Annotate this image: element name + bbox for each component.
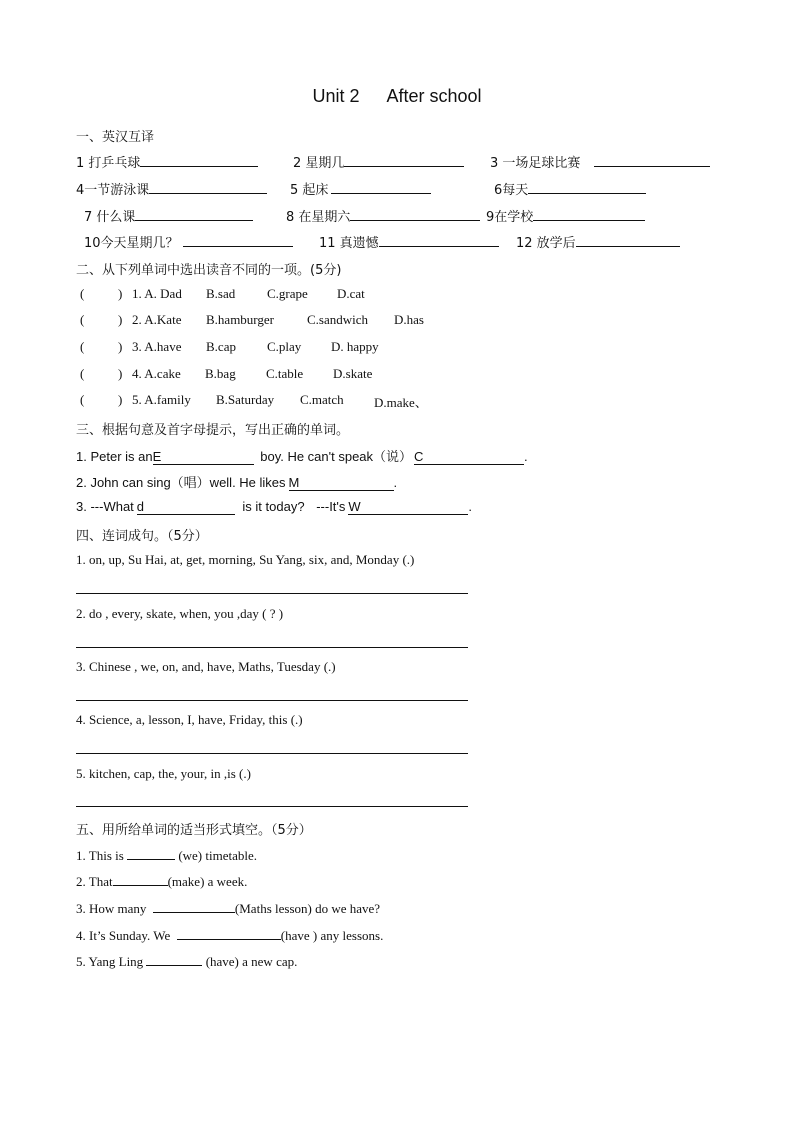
- answer-paren[interactable]: (: [80, 312, 85, 327]
- answer-blank[interactable]: [528, 180, 646, 194]
- answer-line[interactable]: [76, 806, 468, 807]
- fill-item: 5. Yang Ling (have) a new cap.: [76, 954, 298, 969]
- answer-paren[interactable]: ): [118, 286, 123, 301]
- hint-blank[interactable]: C: [414, 449, 524, 465]
- section2-heading: 二、从下列单词中选出读音不同的一项。(5分): [76, 263, 342, 278]
- fill-item: 1. This is (we) timetable.: [76, 848, 257, 863]
- hint-blank[interactable]: W: [348, 499, 468, 515]
- option-d: D.has: [394, 312, 424, 327]
- sentence-3: 3. ---What d is it today? ---It's W .: [76, 499, 473, 514]
- answer-blank[interactable]: [379, 233, 499, 247]
- question-number: 4. A.cake: [132, 366, 181, 381]
- vocab-item: 11 真遗憾: [319, 232, 499, 251]
- answer-blank[interactable]: [576, 233, 680, 247]
- answer-line[interactable]: [76, 753, 468, 754]
- fill-item: 2. That (make) a week.: [76, 874, 248, 889]
- answer-paren[interactable]: ): [118, 366, 123, 381]
- scramble-item: 1. on, up, Su Hai, at, get, morning, Su Yang, six, and, Monday (.): [76, 552, 415, 567]
- option-b: B.cap: [206, 339, 236, 354]
- vocab-item: 3 一场足球比赛: [490, 152, 710, 171]
- option-c: C.match: [300, 392, 344, 407]
- question-number: 3. A.have: [132, 339, 182, 354]
- unit-number: Unit 2: [312, 86, 360, 106]
- option-b: B.sad: [206, 286, 236, 301]
- answer-blank[interactable]: [183, 233, 293, 247]
- answer-paren[interactable]: (: [80, 339, 85, 354]
- section3-heading: 三、根据句意及首字母提示，写出正确的单词。: [76, 423, 350, 438]
- answer-blank[interactable]: [146, 952, 202, 966]
- question-number: 2. A.Kate: [132, 312, 182, 327]
- option-d: D.cat: [337, 286, 365, 301]
- vocab-item: 2 星期几: [293, 152, 464, 171]
- option-c: C.sandwich: [307, 312, 369, 327]
- section5-heading: 五、用所给单词的适当形式填空。（5分）: [76, 823, 312, 838]
- vocab-item: 5 起床: [290, 179, 431, 198]
- answer-blank[interactable]: [594, 153, 710, 167]
- answer-blank[interactable]: [350, 207, 480, 221]
- vocab-item: 1 打乒乓球: [76, 152, 258, 171]
- answer-blank[interactable]: [331, 180, 431, 194]
- hint-blank[interactable]: d: [137, 499, 235, 515]
- sentence-2: 2. John can sing（唱）well. He likes M .: [76, 475, 398, 490]
- vocab-item: 4一节游泳课: [76, 179, 267, 198]
- answer-blank[interactable]: [149, 180, 267, 194]
- fill-item: 3. How many (Maths lesson) do we have?: [76, 901, 381, 916]
- unit-name: After school: [386, 86, 482, 106]
- answer-line[interactable]: [76, 700, 468, 701]
- scramble-item: 5. kitchen, cap, the, your, in ,is (.): [76, 766, 251, 781]
- sentence-1: 1. Peter is anE boy. He can't speak（说） C .: [76, 449, 528, 464]
- section1-heading: 一、英汉互译: [76, 130, 155, 145]
- vocab-item: 10今天星期几？: [84, 232, 293, 251]
- option-d: D. happy: [331, 339, 379, 354]
- question-number: 1. A. Dad: [132, 286, 182, 301]
- option-b: B.Saturday: [216, 392, 275, 407]
- question-number: 5. A.family: [132, 392, 191, 407]
- answer-blank[interactable]: [140, 153, 258, 167]
- answer-paren[interactable]: (: [80, 366, 85, 381]
- fill-item: 4. It’s Sunday. We (have ) any lessons.: [76, 928, 384, 943]
- answer-blank[interactable]: [113, 872, 168, 886]
- option-c: C.play: [267, 339, 302, 354]
- answer-blank[interactable]: [127, 846, 175, 860]
- section4-heading: 四、连词成句。（5分）: [76, 529, 208, 544]
- answer-blank[interactable]: [533, 207, 645, 221]
- option-b: B.hamburger: [206, 312, 274, 327]
- scramble-item: 4. Science, a, lesson, I, have, Friday, this (.): [76, 712, 303, 727]
- answer-blank[interactable]: [135, 207, 253, 221]
- answer-line[interactable]: [76, 593, 468, 594]
- answer-blank[interactable]: [344, 153, 464, 167]
- answer-paren[interactable]: (: [80, 286, 85, 301]
- vocab-item: 7 什么课: [84, 206, 253, 225]
- vocab-item: 8 在星期六: [286, 206, 480, 225]
- vocab-item: 6每天: [494, 179, 646, 198]
- option-b: B.bag: [205, 366, 236, 381]
- option-c: C.grape: [267, 286, 308, 301]
- option-c: C.table: [266, 366, 304, 381]
- scramble-item: 3. Chinese , we, on, and, have, Maths, Tuesday (.): [76, 659, 336, 674]
- answer-line[interactable]: [76, 647, 468, 648]
- scramble-item: 2. do , every, skate, when, you ,day ( ? ): [76, 606, 284, 621]
- option-d: D.skate: [333, 366, 373, 381]
- answer-paren[interactable]: ): [118, 392, 123, 407]
- hint-blank[interactable]: E: [153, 449, 254, 465]
- answer-paren[interactable]: ): [118, 339, 123, 354]
- answer-paren[interactable]: ): [118, 312, 123, 327]
- vocab-item: 12 放学后: [516, 232, 680, 251]
- answer-blank[interactable]: [177, 926, 281, 940]
- hint-blank[interactable]: M: [289, 475, 394, 491]
- option-d: D.make、: [374, 395, 428, 410]
- vocab-item: 9在学校: [486, 206, 645, 225]
- answer-paren[interactable]: (: [80, 392, 85, 407]
- answer-blank[interactable]: [153, 899, 235, 913]
- page-title: [0, 86, 794, 107]
